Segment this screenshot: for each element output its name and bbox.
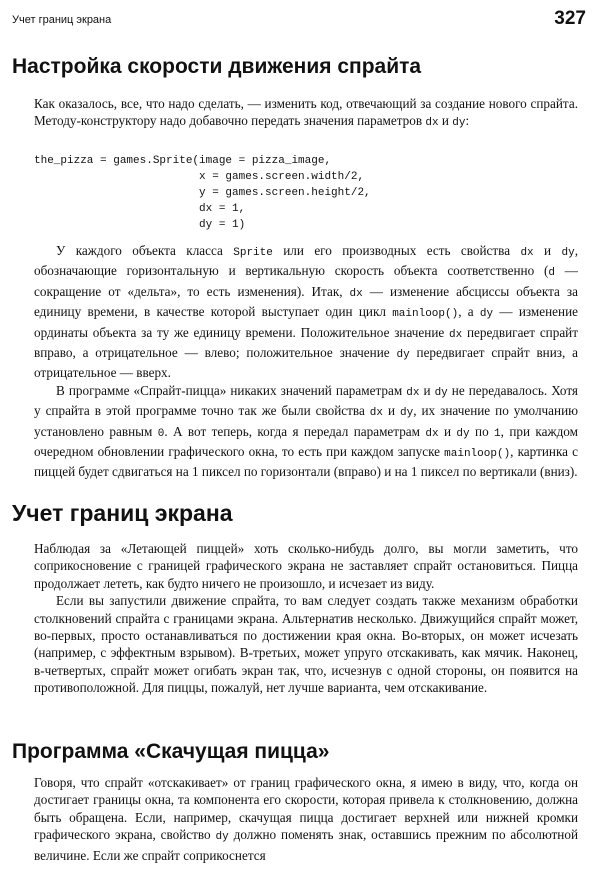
section-title-borders: Учет границ экрана xyxy=(12,500,233,526)
inline-code: dx xyxy=(349,287,363,300)
inline-code: dx xyxy=(449,328,463,341)
inline-code: dy xyxy=(456,427,470,440)
text-run: : xyxy=(465,113,470,129)
text-run: и xyxy=(438,423,457,439)
text-run: Как оказалось, все, что надо сделать, — изменить код, отвечающий за создание нового спрайта. Методу-конструктору надо добавочно передать значения параметров xyxy=(34,96,578,129)
inline-code: dx xyxy=(425,117,439,130)
inline-code: dy xyxy=(434,386,448,399)
section-title-speed: Настройка скорости движения спрайта xyxy=(12,55,422,78)
paragraph-collision-options: Если вы запустили движение спрайта, то вам следует создать также механизм обработки столкновений спрайта с границами экрана. Альтернатив несколько. Движущийся спрайт может, во-первых, просто останавливаться по достижении края окна. Во-вторых, он может исчезать (например, с эффектным взрывом). В-третьих, может упруго отскакивать, как мячик. Наконец, в-четвертых, спрайт может огибать экран так, что, исчезнув с одной стороны, он появится на противоположной. Для пиццы, пожалуй, нет лучше варианта, чем отскакивание. xyxy=(34,593,578,696)
text-run: и xyxy=(438,113,453,129)
text-run: . А вот теперь, когда я передал параметрам xyxy=(164,423,426,439)
text-run: — сокращение от «дельта», то есть изменения). Итак, xyxy=(34,263,578,299)
inline-code: dy xyxy=(215,831,229,844)
section1-body xyxy=(34,242,578,481)
text-run: и xyxy=(383,403,401,419)
text-run: — изменение абсциссы объекта за единицу времени, в качестве которой выступает один цикл xyxy=(34,283,578,320)
text-run: и xyxy=(419,382,435,398)
code-listing xyxy=(34,153,371,233)
text-run: , обозначающие горизонтальную и вертикальную скорость объекта соответственно ( xyxy=(34,243,578,279)
inline-code: 0 xyxy=(157,427,165,440)
text-run: , картинка с пиццей будет сдвигаться на 1 пиксел по горизонтали (вправо) и на 1 пиксел по вертикали (вниз). xyxy=(34,444,578,480)
inline-code: dy xyxy=(396,349,410,362)
text-run: Говоря, что спрайт «отскакивает» от границ графического окна, я имею в виду, что, когда он достигает границы окна, та компонента его скорости, которая привела к столкновению, должна быть обращена. Если, например, скачущая пицца достигает верхней или нижней кромки графического экрана, свойство xyxy=(34,775,578,843)
inline-code: mainloop() xyxy=(392,308,459,321)
section3-body xyxy=(34,774,578,864)
paragraph-bounce xyxy=(34,774,578,864)
text-run: , их значение по умолчанию установлено равным xyxy=(34,403,578,439)
text-run: , при каждом очередном обновлении графического окна, то есть при каждом запуске xyxy=(34,423,578,460)
text-run: передвигает спрайт вниз, а отрицательное — вверх. xyxy=(34,345,578,381)
text-run: не передавалось. Хотя у спрайта в этой программе точно так же были свойства xyxy=(34,382,578,419)
inline-code: Sprite xyxy=(233,247,273,259)
inline-code: dy xyxy=(452,117,466,130)
text-run: передвигает спрайт вправо, а отрицательное — влево; положительное значение xyxy=(34,324,579,361)
inline-code: dx xyxy=(406,386,420,399)
inline-code: dy xyxy=(561,247,575,259)
section2-body xyxy=(34,540,578,697)
inline-code: dy xyxy=(400,407,414,420)
section-title-bouncing: Программа «Скачущая пицца» xyxy=(12,740,330,763)
paragraph-flying-pizza: Наблюдая за «Летающей пиццей» хоть сколько-нибудь долго, вы могли заметить, что соприкосновение с границей графического экрана не заставляет спрайт остановиться. Пицца продолжает лететь, как будто ничего не произошло, и исчезает из виду. xyxy=(34,541,578,591)
section1-intro xyxy=(34,95,578,133)
inline-code: dx xyxy=(425,427,439,440)
text-run: и xyxy=(533,243,562,258)
inline-code: dx xyxy=(520,247,534,259)
inline-code: dx xyxy=(369,407,383,420)
text-run: должно поменять знак, оставшись прежним по абсолютной величине. Если же спрайт соприкоснется xyxy=(34,827,578,863)
inline-code: dy xyxy=(479,308,494,321)
page-number: 327 xyxy=(554,8,586,29)
inline-code: 1 xyxy=(494,427,501,440)
paragraph-dx-dy xyxy=(34,242,578,382)
intro-paragraph xyxy=(34,95,578,133)
paragraph-sprite-pizza xyxy=(34,382,578,481)
text-run: или его производных есть свойства xyxy=(272,243,521,258)
text-run: — изменение ординаты объекта за ту же единицу времени. Положительное значение xyxy=(34,304,578,340)
text-run: по xyxy=(469,423,495,439)
running-head: Учет границ экрана xyxy=(12,14,112,26)
text-run: , а xyxy=(458,304,480,320)
inline-code: mainloop() xyxy=(444,448,511,461)
text-run: В программе «Спрайт-пицца» никаких значений параметрам xyxy=(56,382,407,398)
text-run: У каждого объекта класса xyxy=(56,243,234,258)
inline-code: d xyxy=(548,267,556,280)
code-sprite-constructor: the_pizza = games.Sprite(image = pizza_image, x = games.screen.width/2, y = games.screen.height/2, dx = 1, dy = 1) xyxy=(34,155,371,231)
